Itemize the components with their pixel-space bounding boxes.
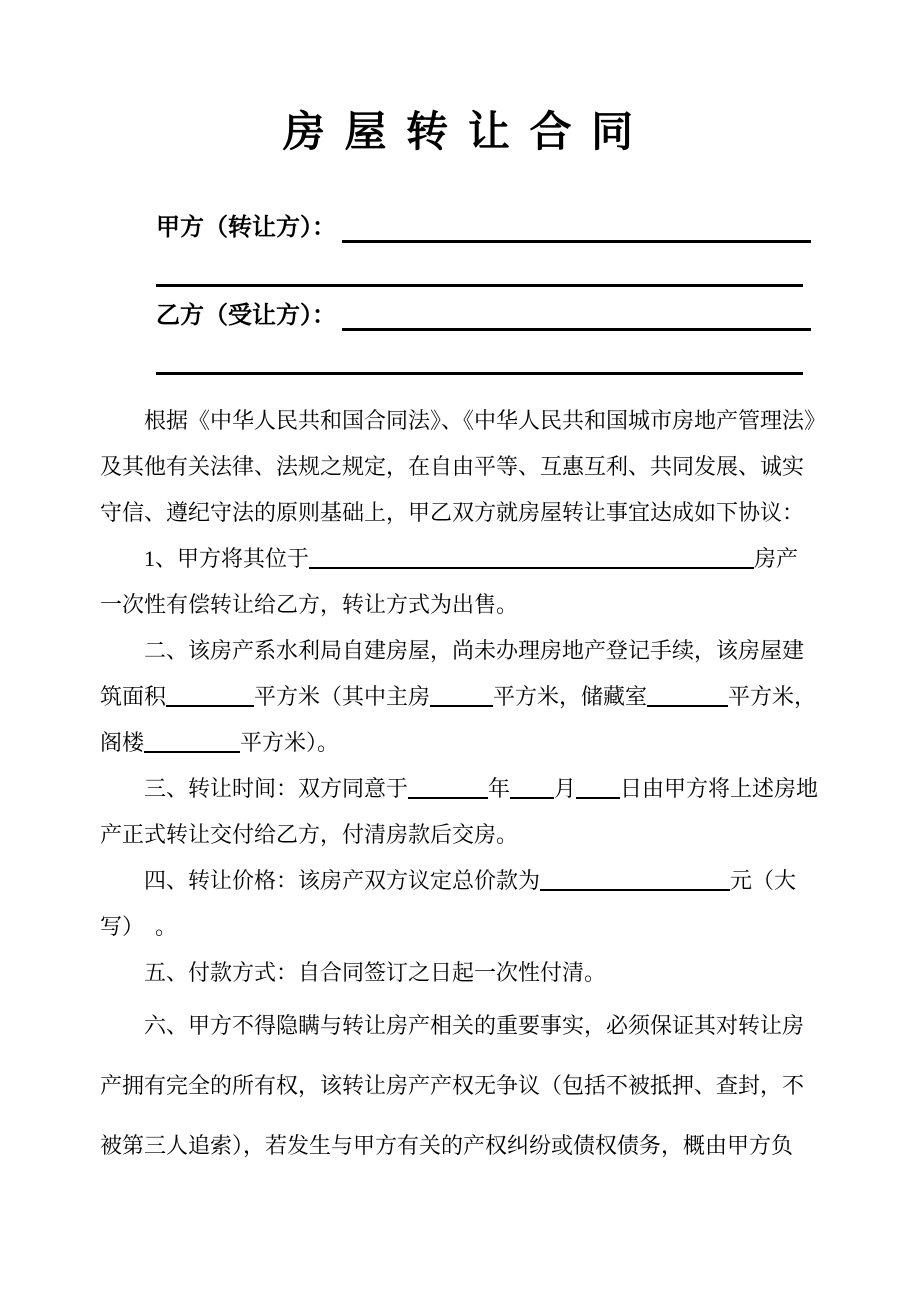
party-block [156, 203, 811, 375]
party-a-label: 甲方（转让方）： [156, 214, 336, 242]
party-a-continuation-blank-line [156, 284, 803, 287]
party-a-row [156, 203, 811, 243]
fill-in-blank-line [647, 685, 728, 707]
party-a-name-blank-line [342, 210, 811, 243]
fill-in-blank-line [540, 869, 730, 891]
fill-in-blank-line [430, 685, 493, 707]
clause-6: 六、甲方不得隐瞒与转让房产相关的重要事实，必须保证其对转让房产拥有完全的所有权，该转让房产产权无争议（包括不被抵押、查封，不被第三人追索），若发生与甲方有关的产权纠纷或债权债务，概由甲方负 [100, 1013, 805, 1158]
fill-in-blank-line [144, 731, 240, 753]
intro-paragraph: 根据《中华人民共和国合同法》、《中华人民共和国城市房地产管理法》及其他有关法律、法规之规定，在自由平等、互惠互利、共同发展、诚实守信、遵纪守法的原则基础上，甲乙双方就房屋转让事宜达成如下协议： [100, 408, 816, 525]
contract-body [100, 398, 820, 1176]
clauses-container [100, 536, 820, 1176]
party-b-label: 乙方（受让方）： [156, 302, 336, 330]
clause-1: 1、甲方将其位于 房产一次性有偿转让给乙方，转让方式为出售。 [100, 546, 799, 617]
fill-in-blank-line [510, 777, 554, 799]
fill-in-blank-line [309, 547, 754, 569]
clause-2: 二、该房产系水利局自建房屋，尚未办理房地产登记手续，该房屋建筑面积 平方米（其中主房 平方米，储藏室 平方米，阁楼 平方米）。 [100, 638, 817, 755]
clause-3: 三、转让时间：双方同意于 年 月 日由甲方将上述房地产正式转让交付给乙方，付清房款后交房。 [100, 776, 819, 847]
party-b-name-blank-line [342, 298, 811, 331]
fill-in-blank-line [166, 685, 254, 707]
clause-5: 五、付款方式：自合同签订之日起一次性付清。 [144, 960, 607, 985]
party-b-continuation-blank-line [156, 372, 803, 375]
fill-in-blank-line [576, 777, 620, 799]
clause-4: 四、转让价格：该房产双方议定总价款为 元（大写） 。 [100, 868, 797, 939]
fill-in-blank-line [408, 777, 488, 799]
document-title: 房 屋 转 让 合 同 [282, 108, 638, 155]
party-b-row [156, 291, 811, 331]
